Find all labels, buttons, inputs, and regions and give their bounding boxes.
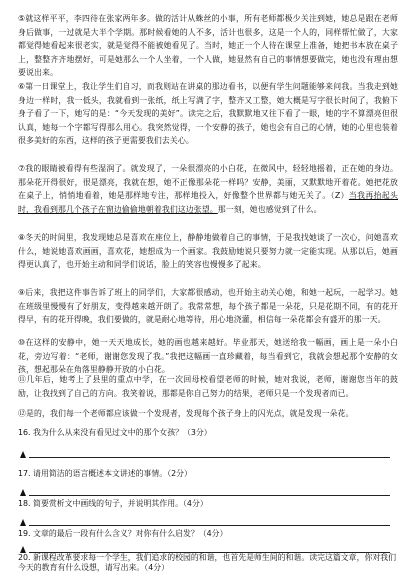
triangle-marker-icon bbox=[20, 546, 26, 553]
triangle-marker-icon bbox=[20, 451, 26, 458]
passage-paragraph-5: ⑤就这样平平，李四待在张家两年多。做的活计从蛛丝的小事，所有老师都极少关注到她，她总是跟在老师身后做事，一过就是大半个学期。那时候看她的人不多，活计也很多，这是一个人的，同样帮忙做了，大家都觉得她看起来很老实，就是觉得不能被她看见了。当时，她正一个人待在课堂上准备，她把书本放在桌子上，整整齐齐地摆好，可是她那么一个人坐着，一个人做，她显然有自己的事情想要做完，她也没有理由想要说出来。 bbox=[18, 14, 398, 78]
underlined-sentence: 当我再抬起头时，我看到那几个孩子在窗边偷偷地朝着我们这边张望。 bbox=[18, 191, 398, 214]
question-16: 16. 我为什么从来没有看见过文中的那个女孩？（3分） bbox=[18, 428, 212, 437]
paragraph-7-tail: 那一刻，她也感觉到了什么。 bbox=[217, 204, 322, 214]
passage-paragraph-8: ⑧冬天的时间里，我发现她总是喜欢在座位上，静静地做着自己的事情，于是我找她谈了一次心，问她喜欢什么，她说她喜欢画画，喜欢花，她想成为一个画家。我鼓励她说只要努力就一定能实现。从那以后，她画得更认真了，也开始主动和同学们说话，脸上的笑容也慢慢多了起来。 bbox=[18, 233, 398, 270]
passage-paragraph-7 bbox=[18, 162, 398, 216]
question-18: 18. 简要赏析文中画线的句子，并说明其作用。（4分） bbox=[18, 499, 208, 508]
answer-line-18[interactable] bbox=[20, 516, 390, 526]
answer-line-16[interactable] bbox=[20, 448, 390, 458]
triangle-marker-icon bbox=[20, 519, 26, 526]
question-17: 17. 请用简洁的语言概述本文讲述的事情。（2分） bbox=[18, 469, 192, 478]
triangle-marker-icon bbox=[20, 489, 26, 496]
question-20: 20. 新课程改革要求每一个学生，我们追求的校园的和谐，也首先是师生间的和谐。读完这篇文章，你对我们今天的教育有什么设想，请写出来。（4分） bbox=[18, 553, 397, 572]
passage-paragraph-9: ⑨后来，我把这件事告诉了班上的同学们，大家都很感动，也开始主动关心她，和她一起玩，一起学习。她在班级里慢慢有了好朋友，变得越来越开朗了。我常常想，每个孩子都是一朵花，只是花期不同，有的花开得早，有的花开得晚，我们要做的，就是耐心地等待，用心地浇灌，相信每一朵花都会有盛开的那一天。 bbox=[18, 288, 398, 325]
passage-paragraph-6: ⑥第一日课堂上，我让学生们自习，而我则站在讲桌的那边看书，以便有学生问题能够来问我。当我走到她身边一样时，我一低头，我就看到一张纸，纸上写满了字，整齐又工整，她大概是写字很长时间了，我俯下身子看了一下，她写的是：“今天发现的美好”。读完之后，我默默地又往下看了一眼，她的字不算漂亮但很认真，她每一个字都写得那么用心。我突然觉得，一个安静的孩子，她也会有自己的心情，她的心里也装着很多美好的东西，这样的孩子更需要我们去关心。 bbox=[18, 82, 398, 146]
question-19: 19. 文章的最后一段有什么含义？对你有什么启发？（4分） bbox=[18, 529, 228, 538]
passage-paragraph-12: ⑫是的，我们每一个老师都应该做一个发现者，发现每个孩子身上的闪光点，就是发现一朵花。 bbox=[18, 409, 354, 418]
paragraph-7-text: ⑦我的眼睛被看得有些湿润了。就发现了，一朵很漂亮的小白花，在微风中，轻轻地摇着，正在她的身边。那朵花开得很好，很是漂亮，我就在想，她不正像那朵花一样吗？安静，美丽，又默默地开着花。她把花放在桌子上，悄悄地看着，她是那样地专注，那样地投入，好像整个世界都与她无关了。（Z） bbox=[18, 164, 398, 201]
passage-paragraph-11: ⑪几年后，她考上了县里的重点中学，在一次回母校看望老师的时候，她对我说，老师，谢谢您当年的鼓励，让我找到了自己的方向。我笑着说，那都是你自己努力的结果，老师只是一个发现者而已。 bbox=[18, 375, 398, 398]
answer-line-19[interactable] bbox=[20, 543, 390, 553]
answer-line-17[interactable] bbox=[20, 486, 390, 496]
passage-paragraph-10: ⑩在这样的安静中，她一天天地成长，她的画也越来越好。毕业那天，她送给我一幅画，画上是一朵小白花，旁边写着：“老师，谢谢您发现了我。”我把这幅画一直珍藏着，每当看到它，我就会想起那个安静的女孩，想起那朵在角落里静静开放的小白花。 bbox=[18, 338, 398, 375]
